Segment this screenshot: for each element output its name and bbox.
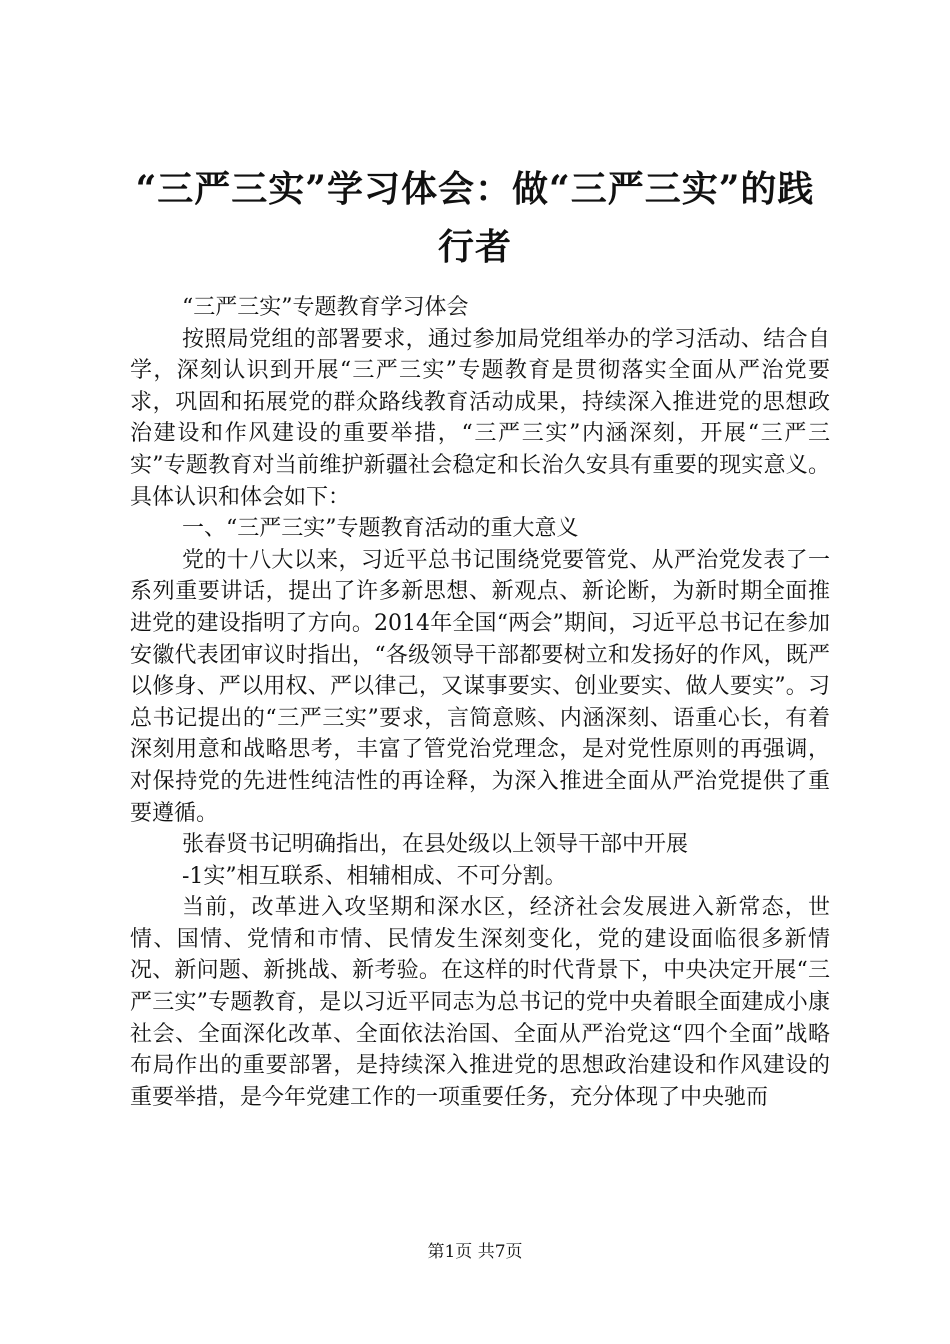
subtitle-paragraph: “三严三实”专题教育学习体会 (182, 295, 469, 320)
document-body (130, 292, 830, 1113)
body-paragraph: 当前，改革进入攻坚期和深水区，经济社会发展进入新常态，世情、国情、党情和市情、民情发生深刻变化，党的建设面临很多新情况、新问题、新挑战、新考验。在这样的时代背景下，中央决定开展“三严三实”专题教育，是以习近平同志为总书记的党中央着眼全面建成小康社会、全面深化改革、全面依法治国、全面从严治党这“四个全面”战略布局作出的重要部署，是持续深入推进党的思想政治建设和作风建设的重要举措，是今年党建工作的一项重要任务，充分体现了中央驰而 (130, 895, 830, 1110)
body-paragraph: -1实”相互联系、相辅相成、不可分割。 (182, 863, 567, 889)
body-paragraph: 按照局党组的部署要求，通过参加局党组举办的学习活动、结合自学，深刻认识到开展“三严三实”专题教育是贯彻落实全面从严治党要求，巩固和拓展党的群众路线教育活动成果，持续深入推进党的思想政治建设和作风建设的重要举措，“三严三实”内涵深刻，开展“三严三实”专题教育对当前维护新疆社会稳定和长治久安具有重要的现实意义。具体认识和体会如下： (130, 326, 830, 510)
title-line-2: 行者 (437, 226, 512, 268)
title-line-1: “三严三实”学习体会：做“三严三实”的践 (135, 168, 815, 210)
document-title (100, 160, 850, 276)
section-heading: 一、“三严三实”专题教育活动的重大意义 (182, 516, 579, 542)
body-paragraph: 党的十八大以来，习近平总书记围绕党要管党、从严治党发表了一系列重要讲话，提出了许多新思想、新观点、新论断，为新时期全面推进党的建设指明了方向。2014年全国“两会”期间，习近平总书记在参加安徽代表团审议时指出，“各级领导干部都要树立和发扬好的作风，既严以修身、严以用权、严以律己，又谋事要实、创业要实、做人要实”。习总书记提出的“三严三实”要求，言简意赅、内涵深刻、语重心长，有着深刻用意和战略思考，丰富了管党治党理念，是对党性原则的再强调，对保持党的先进性纯洁性的再诠释，为深入推进全面从严治党提供了重要遵循。 (130, 547, 830, 826)
page-number-footer: 第1页 共7页 (427, 1242, 523, 1262)
body-paragraph: 张春贤书记明确指出，在县处级以上领导干部中开展 (182, 832, 689, 858)
